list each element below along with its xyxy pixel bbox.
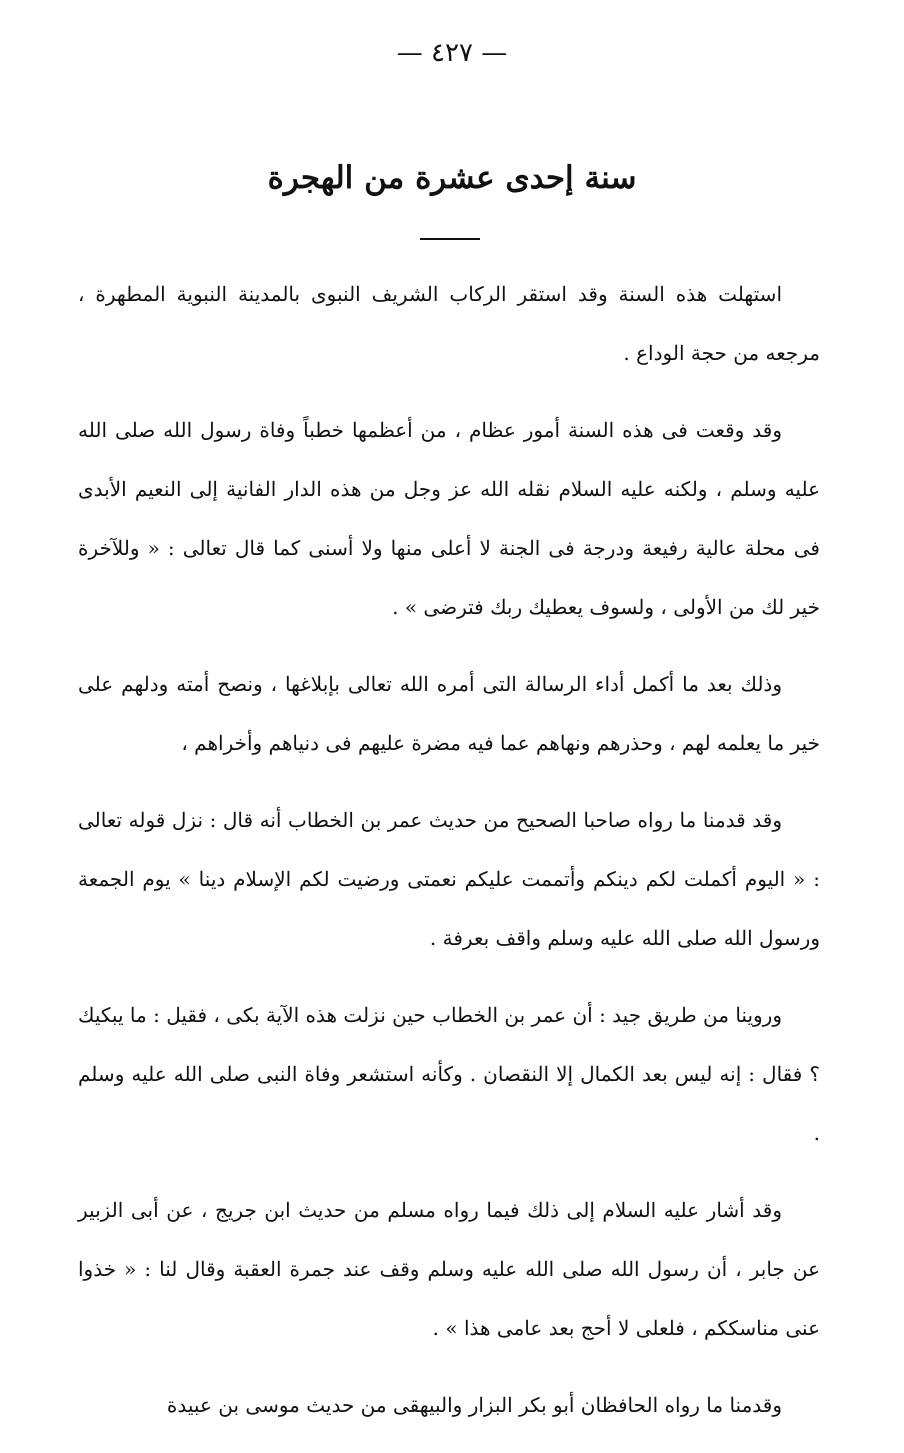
paragraph: استهلت هذه السنة وقد استقر الركاب الشريف النبوى بالمدينة النبوية المطهرة ، مرجعه من حجة الوداع . bbox=[78, 282, 820, 365]
title-divider bbox=[420, 238, 480, 240]
page-number: — ٤٢٧ — bbox=[396, 38, 508, 68]
paragraph: وقد أشار عليه السلام إلى ذلك فيما رواه مسلم من حديث ابن جريج ، عن أبى الزبير عن جابر ، أن رسول الله صلى الله عليه وسلم وقف عند جمرة العقبة وقال لنا : « خذوا عنى مناسككم ، فلعلى لا أحج بعد عامى هذا » . bbox=[78, 1198, 820, 1340]
paragraph: وقدمنا ما رواه الحافظان أبو بكر البزار والبيهقى من حديث موسى بن عبيدة bbox=[166, 1393, 782, 1417]
paragraph: وروينا من طريق جيد : أن عمر بن الخطاب حين نزلت هذه الآية بكى ، فقيل : ما يبكيك ؟ فقال : إنه ليس بعد الكمال إلا النقصان . وكأنه استشعر وفاة النبى صلى الله عليه وسلم . bbox=[78, 1003, 820, 1145]
paragraph: وقد قدمنا ما رواه صاحبا الصحيح من حديث عمر بن الخطاب أنه قال : نزل قوله تعالى : « اليوم أكملت لكم دينكم وأتممت عليكم نعمتى ورضيت لكم الإسلام دينا » يوم الجمعة ورسول الله صلى الله عليه وسلم واقف بعرفة . bbox=[78, 808, 820, 950]
chapter-title: سنة إحدى عشرة من الهجرة bbox=[267, 160, 637, 196]
paragraph: وذلك بعد ما أكمل أداء الرسالة التى أمره الله تعالى بإبلاغها ، ونصح أمته ودلهم على خير ما يعلمه لهم ، وحذرهم ونهاهم عما فيه مضرة عليهم فى دنياهم وأخراهم ، bbox=[78, 672, 820, 755]
paragraph: وقد وقعت فى هذه السنة أمور عظام ، من أعظمها خطباً وفاة رسول الله صلى الله عليه وسلم ، ولكنه عليه السلام نقله الله عز وجل من هذه الدار الفانية إلى النعيم الأبدى فى محلة عالية رفيعة ودرجة فى الجنة لا أعلى منها ولا أسنى كما قال تعالى : « وللآخرة خير لك من الأولى ، ولسوف يعطيك ربك فترضى » . bbox=[78, 418, 820, 619]
body-text bbox=[78, 265, 820, 1453]
